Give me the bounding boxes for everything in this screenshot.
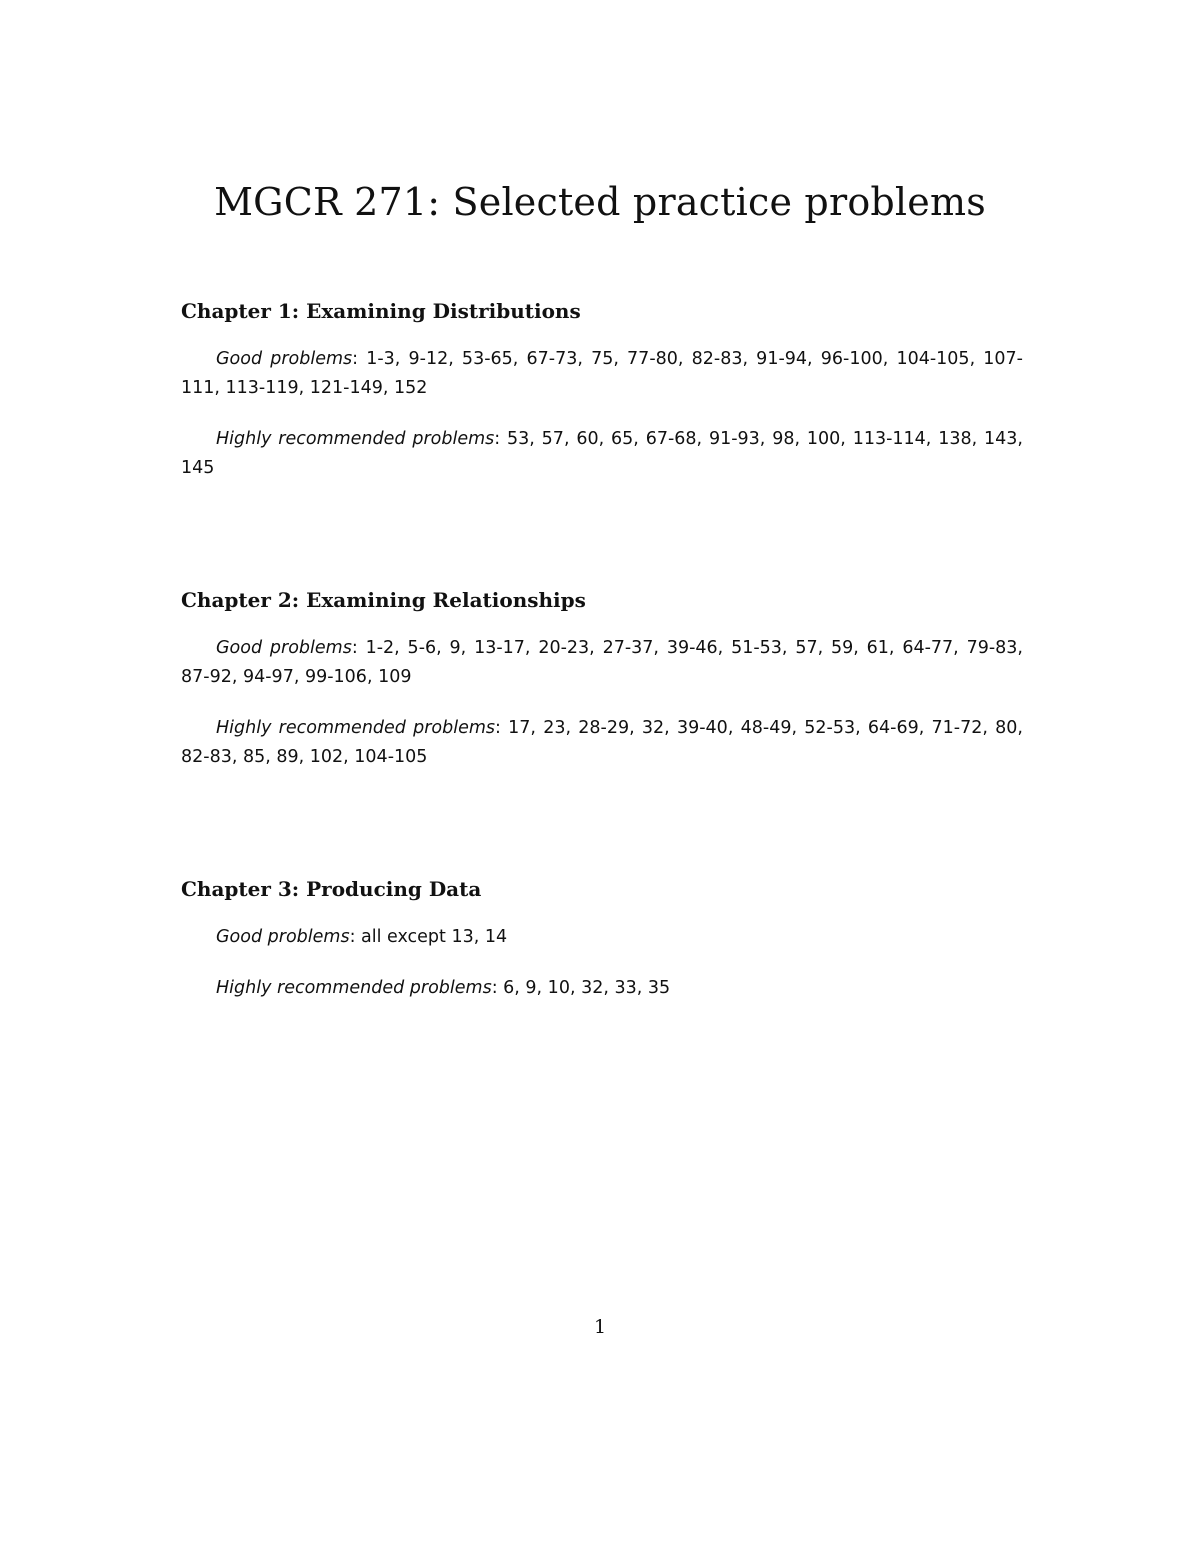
recommended-problems-paragraph [181, 714, 1023, 772]
good-problems-paragraph [181, 634, 1023, 692]
good-problems-paragraph [181, 923, 1023, 952]
recommended-problems-list: : 6, 9, 10, 32, 33, 35 [491, 978, 671, 998]
recommended-problems-paragraph [181, 974, 1023, 1003]
chapter-heading: Chapter 3: Producing Data [181, 877, 482, 901]
recommended-problems-paragraph [181, 425, 1023, 483]
good-problems-list: : 1-2, 5-6, 9, 13-17, 20-23, 27-37, 39-46, 51-53, 57, 59, 61, 64-77, 79-83, 87-92, 94-97, 99-106, 109 [181, 638, 1023, 687]
chapter-section-1 [181, 297, 1023, 505]
recommended-problems-label: Highly recommended problems [216, 718, 496, 738]
good-problems-list: : 1-3, 9-12, 53-65, 67-73, 75, 77-80, 82-83, 91-94, 96-100, 104-105, 107-111, 113-119, 121-149, 152 [181, 349, 1024, 398]
recommended-problems-label: Highly recommended problems [216, 978, 492, 998]
recommended-problems-label: Highly recommended problems [216, 429, 495, 449]
chapter-heading: Chapter 2: Examining Relationships [181, 588, 586, 612]
chapter-heading: Chapter 1: Examining Distributions [181, 299, 581, 323]
recommended-problems-list: : 17, 23, 28-29, 32, 39-40, 48-49, 52-53, 64-69, 71-72, 80, 82-83, 85, 89, 102, 104-105 [181, 718, 1023, 767]
good-problems-label: Good problems [216, 638, 352, 658]
good-problems-label: Good problems [216, 927, 350, 947]
chapter-section-3 [181, 875, 1023, 1025]
good-problems-label: Good problems [216, 349, 353, 369]
page-number: 1 [593, 1316, 607, 1338]
chapter-section-2 [181, 586, 1023, 794]
recommended-problems-list: : 53, 57, 60, 65, 67-68, 91-93, 98, 100, 113-114, 138, 143, 145 [181, 429, 1023, 478]
document-title: MGCR 271: Selected practice problems [214, 180, 986, 224]
good-problems-list: : all except 13, 14 [349, 927, 508, 947]
good-problems-paragraph [181, 345, 1023, 403]
